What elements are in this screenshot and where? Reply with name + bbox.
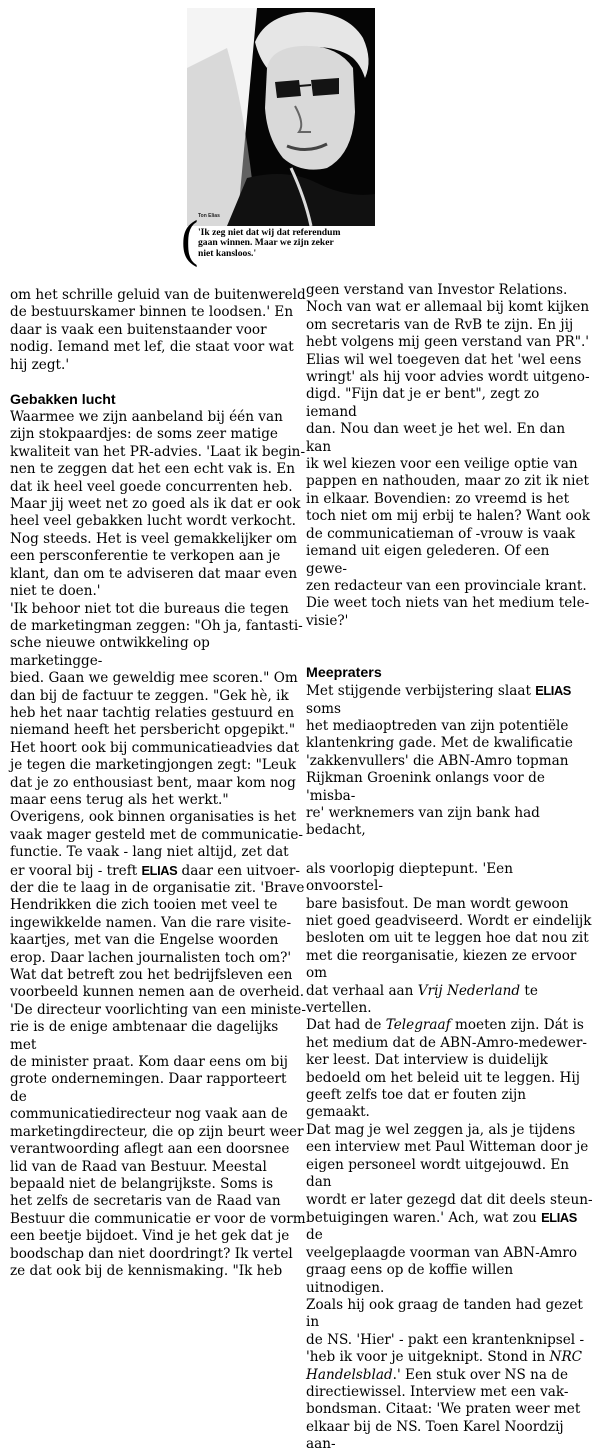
text-line: niet te doen.' — [10, 583, 101, 600]
text-line: directiewissel. Interview met een vak- — [306, 1383, 569, 1400]
text-line: verantwoording aflegt aan een doorsnee — [10, 1141, 290, 1158]
text-line: marketingdirecteur, die op zijn beurt weer — [10, 1123, 304, 1140]
elias-logo: ELIAS — [541, 1209, 577, 1225]
text-line: Rijkman Groenink onlangs voor de 'misba- — [306, 770, 545, 804]
text-line: wordt er later gezegd dat dit deels steun- — [306, 1191, 593, 1208]
text-line: te vertellen. — [306, 982, 538, 1017]
text-line: de — [306, 1227, 323, 1244]
text-line: klantenkring gade. Met de kwalificatie — [306, 735, 573, 752]
text-line: ik wel kiezen voor een veilige optie van — [306, 456, 578, 473]
portrait-photo — [187, 8, 375, 226]
text-line: daar is vaak een buitenstaander voor — [10, 321, 267, 338]
text-line: Waarmee we zijn aanbeland bij één van — [10, 409, 283, 426]
text-line: kwaliteit van het PR-advies. 'Laat ik begin- — [10, 443, 306, 460]
text-line: wringt' als hij voor advies wordt uitgeno- — [306, 369, 590, 386]
text-line: Noch van wat er allemaal bij komt kijken — [306, 299, 590, 316]
text-line: graag eens op de koffie willen uitnodigen. — [306, 1262, 514, 1296]
text-line: toch niet om mij erbij te halen? Want ook — [306, 508, 591, 525]
text-line: Maar jij weet net zo goed als ik dat er ook — [10, 496, 301, 513]
text-line: 'De directeur voorlichting van een ministe- — [10, 1001, 306, 1018]
caption-line: niet kansloos.' — [198, 247, 257, 259]
text-line: veelgeplaagde voorman van ABN-Amro — [306, 1244, 578, 1261]
text-line: rie is de enige ambtenaar die dagelijks met — [10, 1019, 279, 1053]
text-line: Wat dat betreft zou het bedrijfsleven een — [10, 967, 293, 984]
text-line: er vooral bij - treft — [10, 862, 138, 879]
paragraph — [10, 409, 306, 1280]
text-line: Met stijgende verbijstering slaat — [306, 683, 531, 700]
text-line: je tegen die marketingjongen zegt: "Leuk — [10, 757, 296, 774]
text-line: de minister praat. Kom daar eens om bij — [10, 1054, 288, 1071]
elias-logo: ELIAS — [535, 683, 571, 699]
elias-logo: ELIAS — [141, 862, 178, 878]
text-line: niemand heeft het persbericht opgepikt." — [10, 722, 296, 739]
text-line: dat ik heel veel goede concurrenten heb. — [10, 478, 293, 495]
text-line: de marketingman zeggen: "Oh ja, fantasti- — [10, 617, 303, 634]
text-line: nen te zeggen dat het een echt vak is. En — [10, 461, 295, 478]
text-line: visie?' — [306, 612, 349, 629]
text-line: Zoals hij ook graag de tanden had gezet in — [306, 1296, 583, 1331]
text-line: digd. "Fijn dat je er bent", zegt zo iemand — [306, 386, 540, 420]
text-line: dan bij de factuur te zeggen. "Gek hè, ik — [10, 687, 289, 704]
section-heading-gebakken-lucht: Gebakken lucht — [10, 392, 116, 409]
article-column-right — [306, 282, 594, 1454]
text-line: Elias wil wel toegeven dat het 'wel eens — [306, 351, 582, 368]
text-line: een interview met Paul Witteman door je — [306, 1139, 589, 1156]
text-line: vaak mager gesteld met de communicatie- — [10, 826, 303, 843]
text-line: kaartjes, met van die Engelse woorden — [10, 932, 279, 949]
text-line: lid van de Raad van Bestuur. Meestal — [10, 1158, 267, 1175]
paragraph — [306, 861, 594, 1454]
publication-name: Handelsblad — [306, 1366, 393, 1383]
text-line: de bestuurskamer binnen te loodsen.' En — [10, 304, 294, 321]
text-line: boodschap dan niet doordringt? Ik vertel — [10, 1245, 293, 1262]
text-line: soms — [306, 700, 342, 717]
text-line: maar eens terug als het werkt." — [10, 791, 229, 808]
text-line: ingewikkelde namen. Van die rare visite- — [10, 914, 292, 931]
text-line: betuigingen waren.' Ach, wat zou — [306, 1209, 537, 1226]
text-line: Het hoort ook bij communicatieadvies dat — [10, 739, 300, 756]
text-line: geen verstand van Investor Relations. — [306, 282, 568, 298]
text-line: het mediaoptreden van zijn potentiële — [306, 717, 569, 734]
paragraph — [306, 682, 594, 840]
publication-name: Vrij Nederland — [417, 982, 521, 999]
text-line: niet goed geadviseerd. Wordt er eindelijk — [306, 913, 592, 929]
text-line: moeten zijn. Dát is — [454, 1017, 584, 1034]
text-line: grote ondernemingen. Daar rapporteert de — [10, 1071, 287, 1105]
text-line: elkaar bij de NS. Toen Karel Noordzij aan- — [306, 1418, 564, 1453]
text-line: functie. Te vaak - lang niet altijd, zet dat — [10, 844, 289, 861]
paragraph — [10, 287, 306, 374]
publication-name: Telegraaf — [385, 1017, 451, 1034]
caption-name: Ton Elias — [198, 213, 220, 219]
caption-line: 'Ik zeg niet dat wij dat referendum — [198, 227, 341, 238]
text-line: Dat had de — [306, 1017, 382, 1034]
caption-line: gaan winnen. Maar we zijn zeker — [198, 237, 334, 249]
text-line: een persconferentie te verkopen aan je — [10, 548, 281, 565]
text-line: ze dat ook bij de kennismaking. "Ik heb — [10, 1262, 283, 1279]
text-line: geeft zelfs toe dat er fouten zijn gemaakt. — [306, 1087, 526, 1121]
text-line: der die te laag in de organisatie zit. 'Brave — [10, 880, 305, 896]
text-line: 'zakkenvullers' die ABN-Amro topman — [306, 752, 569, 769]
section-heading-meepraters: Meepraters — [306, 665, 382, 682]
text-line: re' werknemers van zijn bank had bedacht, — [306, 804, 540, 839]
text-line: bare basisfout. De man wordt gewoon — [306, 895, 569, 912]
text-line: 'Ik behoor niet tot die bureaus die tegen — [10, 600, 289, 617]
text-line: klant, dan om te adviseren dat maar even — [10, 565, 298, 582]
text-line: als voorlopig dieptepunt. 'Een onvoorstel- — [306, 860, 513, 895]
caption-quote — [198, 228, 378, 259]
text-line: zen redacteur van een provinciale krant. — [306, 577, 587, 594]
text-line: dat je zo enthousiast bent, maar kom nog — [10, 774, 296, 791]
text-line: Nog steeds. Het is veel gemakkelijker om — [10, 530, 298, 547]
text-line: met die reorganisatie, kiezen ze ervoor om — [306, 947, 577, 982]
text-line: zijn stokpaardjes: de soms zeer matige — [10, 426, 278, 443]
text-line: een beetje bijdoet. Vind je het gek dat je — [10, 1228, 290, 1245]
text-line: bondsman. Citaat: 'We praten weer met — [306, 1401, 581, 1418]
text-line: Dat mag je wel zeggen ja, als je tijdens — [306, 1121, 576, 1138]
text-line: besloten om uit te leggen hoe dat nou zit — [306, 930, 589, 947]
text-line: bedoeld om het beleid uit te leggen. Hij — [306, 1069, 580, 1086]
text-line: het medium dat de ABN-Amro-medewer- — [306, 1034, 587, 1051]
text-line: .' Een stuk over NS na de — [392, 1366, 568, 1383]
text-line: Bestuur die communicatie er voor de vorm — [10, 1210, 306, 1227]
text-line: communicatiedirecteur nog vaak aan de — [10, 1106, 288, 1123]
caption-bracket: ( — [181, 211, 199, 268]
text-line: hij zegt.' — [10, 356, 70, 373]
text-line: dan. Nou dan weet je het wel. En dan kan — [306, 421, 566, 455]
paragraph — [306, 282, 594, 630]
text-line: in elkaar. Bovendien: zo vreemd is het — [306, 490, 570, 507]
article-column-left — [10, 287, 306, 1280]
text-line: erop. Daar lachen journalisten toch om?' — [10, 949, 292, 966]
text-line: Die weet toch niets van het medium tele- — [306, 595, 590, 612]
text-line: ker leest. Dat interview is duidelijk — [306, 1052, 548, 1069]
text-line: Overigens, ook binnen organisaties is het — [10, 809, 297, 826]
portrait-illustration — [187, 8, 375, 226]
text-line: om secretaris van de RvB te zijn. En jij — [306, 316, 574, 333]
photo-caption — [181, 210, 381, 272]
text-line: iemand uit eigen gelederen. Of een gewe- — [306, 543, 550, 577]
text-line: daar een uitvoer- — [181, 862, 300, 879]
text-line: om het schrille geluid van de buitenwereld — [10, 287, 306, 303]
text-line: het zelfs de secretaris van de Raad van — [10, 1193, 281, 1210]
text-line: Hendrikken die zich tooien met veel te — [10, 897, 278, 914]
publication-name: NRC — [549, 1349, 583, 1366]
text-line: hebt volgens mij geen verstand van PR".' — [306, 334, 590, 351]
text-line: sche nieuwe ontwikkeling op marketingge- — [10, 635, 210, 669]
text-line: heel veel gebakken lucht wordt verkocht. — [10, 513, 296, 530]
text-line: voorbeeld kunnen nemen aan de overheid. — [10, 984, 305, 1001]
text-line: dat verhaal aan — [306, 982, 414, 999]
text-line: 'heb ik voor je uitgeknipt. Stond in — [306, 1349, 546, 1366]
text-line: nodig. Iemand met lef, die staat voor wat — [10, 339, 294, 356]
text-line: de communicatieman of -vrouw is vaak — [306, 525, 576, 542]
text-line: eigen personeel wordt uitgejouwd. En dan — [306, 1156, 570, 1191]
text-line: bepaald niet de belangrijkste. Soms is — [10, 1175, 274, 1192]
text-line: de NS. 'Hier' - pakt een krantenknipsel - — [306, 1331, 585, 1348]
text-line: bied. Gaan we geweldig mee scoren." Om — [10, 670, 298, 687]
text-line: heb het naar tachtig relaties gestuurd en — [10, 704, 295, 721]
text-line: pappen en nathouden, maar zo zit ik niet — [306, 473, 590, 490]
